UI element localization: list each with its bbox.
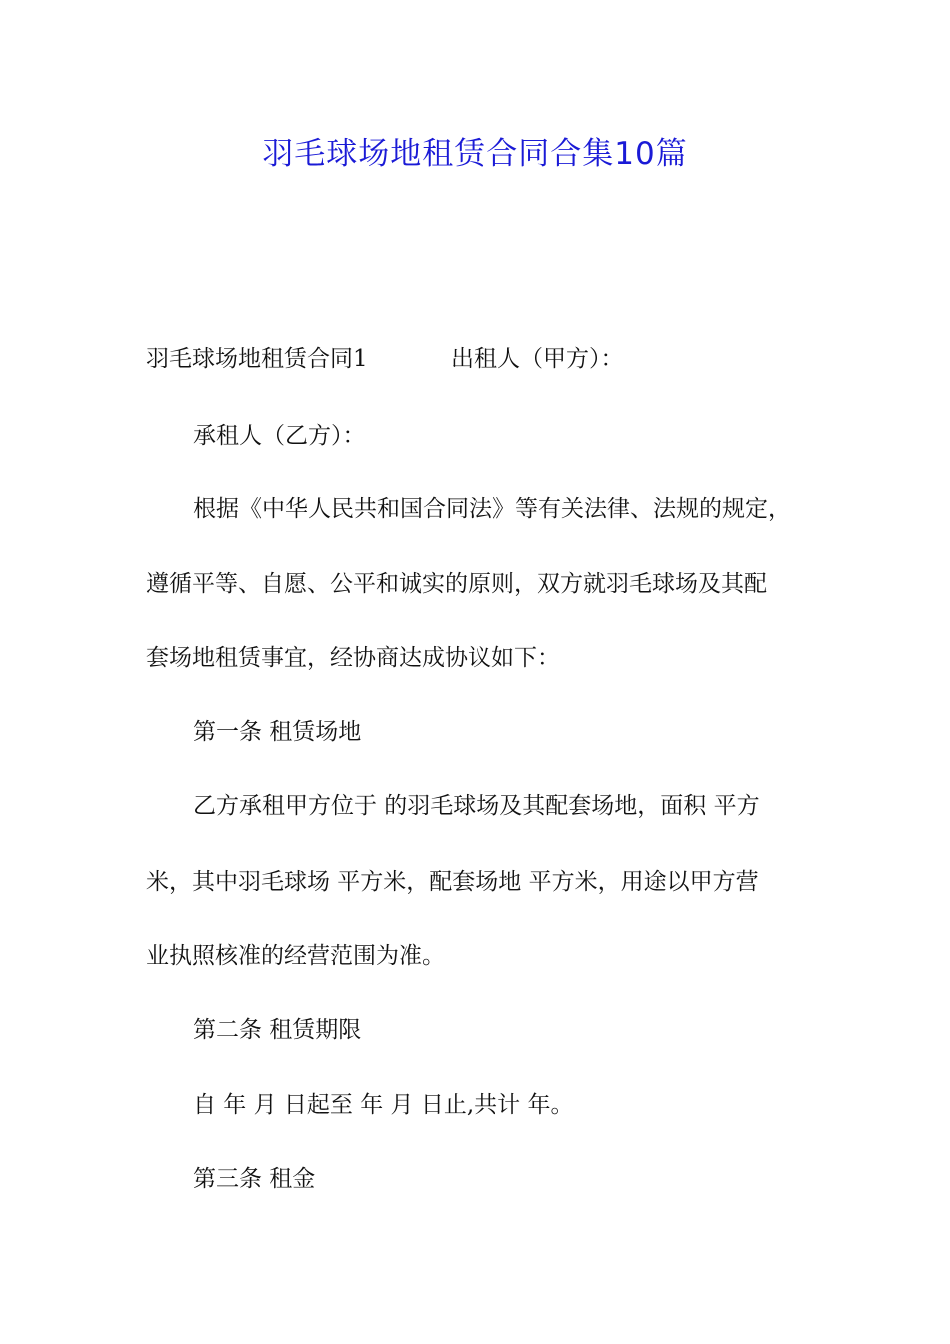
paragraph-line: 遵循平等、自愿、公平和诚实的原则，双方就羽毛球场及其配 (146, 571, 767, 597)
article-heading: 第一条 租赁场地 (193, 719, 362, 745)
article-heading: 第二条 租赁期限 (193, 1017, 362, 1043)
paragraph-line: 根据《中华人民共和国合同法》等有关法律、法规的规定， (193, 496, 791, 522)
paragraph-line: 自 年 月 日起至 年 月 日止,共计 年。 (193, 1092, 574, 1118)
document-title: 羽毛球场地租赁合同合集10篇 (262, 136, 688, 172)
paragraph-line: 套场地租赁事宜，经协商达成协议如下： (146, 645, 560, 671)
paragraph-line: 乙方承租甲方位于 的羽毛球场及其配套场地，面积 平方 (193, 793, 760, 819)
paragraph-line: 米，其中羽毛球场 平方米，配套场地 平方米，用途以甲方营 (146, 869, 759, 895)
article-heading: 第三条 租金 (193, 1166, 316, 1192)
paragraph-line: 业执照核准的经营范围为准。 (146, 943, 445, 969)
contract-heading: 羽毛球场地租赁合同1 (146, 346, 368, 372)
lessee-line: 承租人（乙方）： (193, 423, 366, 449)
lessor-line: 出租人（甲方）： (451, 346, 624, 372)
